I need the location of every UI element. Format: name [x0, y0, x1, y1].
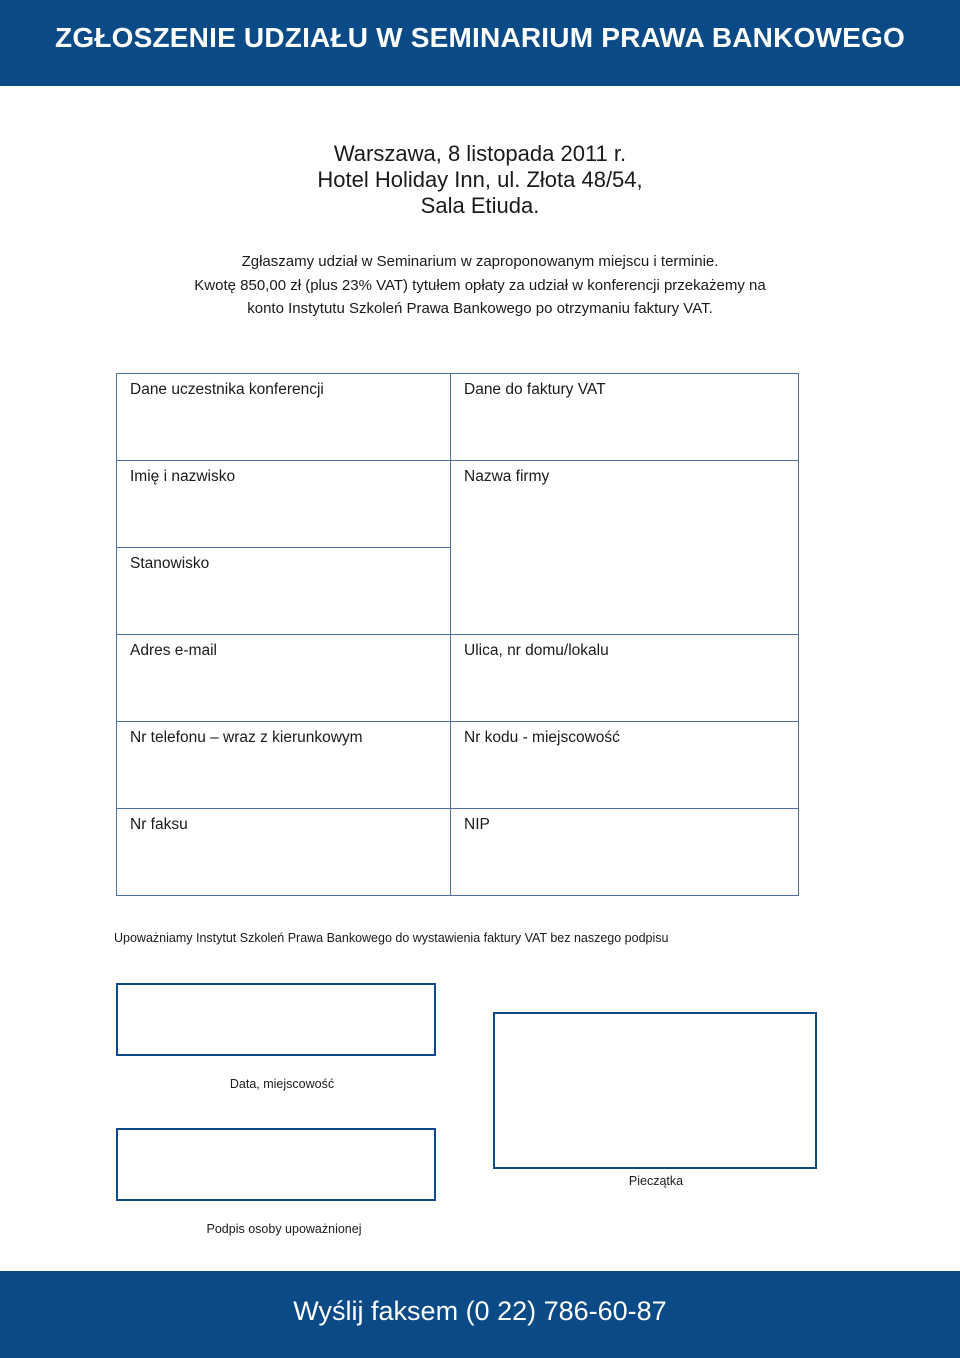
field-label: Adres e-mail: [130, 642, 217, 659]
invoice-header-cell: [450, 373, 799, 461]
intro-line: Zgłaszamy udział w Seminarium w zaproponowanym miejscu i terminie.: [241, 253, 719, 270]
participant-header-cell: [116, 373, 451, 461]
date-place-caption: Data, miejscowość: [229, 1077, 335, 1091]
stamp-caption: Pieczątka: [628, 1174, 684, 1188]
event-venue: [0, 141, 960, 219]
fax-field[interactable]: [116, 808, 451, 896]
phone-field[interactable]: [116, 721, 451, 809]
field-label: Imię i nazwisko: [130, 468, 236, 485]
intro-line: konto Instytutu Szkoleń Prawa Bankowego po otrzymaniu faktury VAT.: [247, 300, 713, 317]
vat-authorization-text: Upoważniamy Instytut Szkoleń Prawa Bankowego do wystawienia faktury VAT bez naszego podpisu: [114, 931, 669, 945]
header-banner: [0, 0, 960, 86]
event-hotel: Hotel Holiday Inn, ul. Złota 48/54,: [317, 167, 643, 192]
page-title: ZGŁOSZENIE UDZIAŁU W SEMINARIUM PRAWA BANKOWEGO: [55, 22, 905, 53]
field-label: Nazwa firmy: [464, 468, 550, 485]
field-label: Stanowisko: [130, 555, 210, 572]
event-date: Warszawa, 8 listopada 2011 r.: [333, 141, 627, 166]
email-field[interactable]: [116, 634, 451, 722]
footer-banner: [0, 1271, 960, 1358]
intro-line: Kwotę 850,00 zł (plus 23% VAT) tytułem opłaty za udział w konferencji przekażemy na: [194, 276, 766, 294]
stamp-box[interactable]: [493, 1012, 817, 1169]
fax-number: Wyślij faksem (0 22) 786-60-87: [293, 1296, 667, 1326]
street-field[interactable]: [450, 634, 799, 722]
signature-box[interactable]: [116, 1128, 436, 1201]
field-label: Ulica, nr domu/lokalu: [464, 642, 609, 659]
company-name-field[interactable]: [450, 460, 799, 635]
date-place-box[interactable]: [116, 983, 436, 1056]
postcode-city-field[interactable]: [450, 721, 799, 809]
field-label: Nr telefonu – wraz z kierunkowym: [130, 729, 363, 746]
signature-caption: Podpis osoby upoważnionej: [206, 1222, 362, 1236]
name-field[interactable]: [116, 460, 451, 548]
event-room: Sala Etiuda.: [420, 193, 540, 218]
nip-field[interactable]: [450, 808, 799, 896]
invoice-header: Dane do faktury VAT: [464, 381, 606, 398]
participant-header: Dane uczestnika konferencji: [130, 381, 324, 398]
intro-text: [0, 250, 960, 321]
position-field[interactable]: [116, 547, 451, 635]
field-label: Nr faksu: [130, 816, 188, 833]
field-label: NIP: [464, 816, 490, 833]
field-label: Nr kodu - miejscowość: [464, 729, 620, 746]
